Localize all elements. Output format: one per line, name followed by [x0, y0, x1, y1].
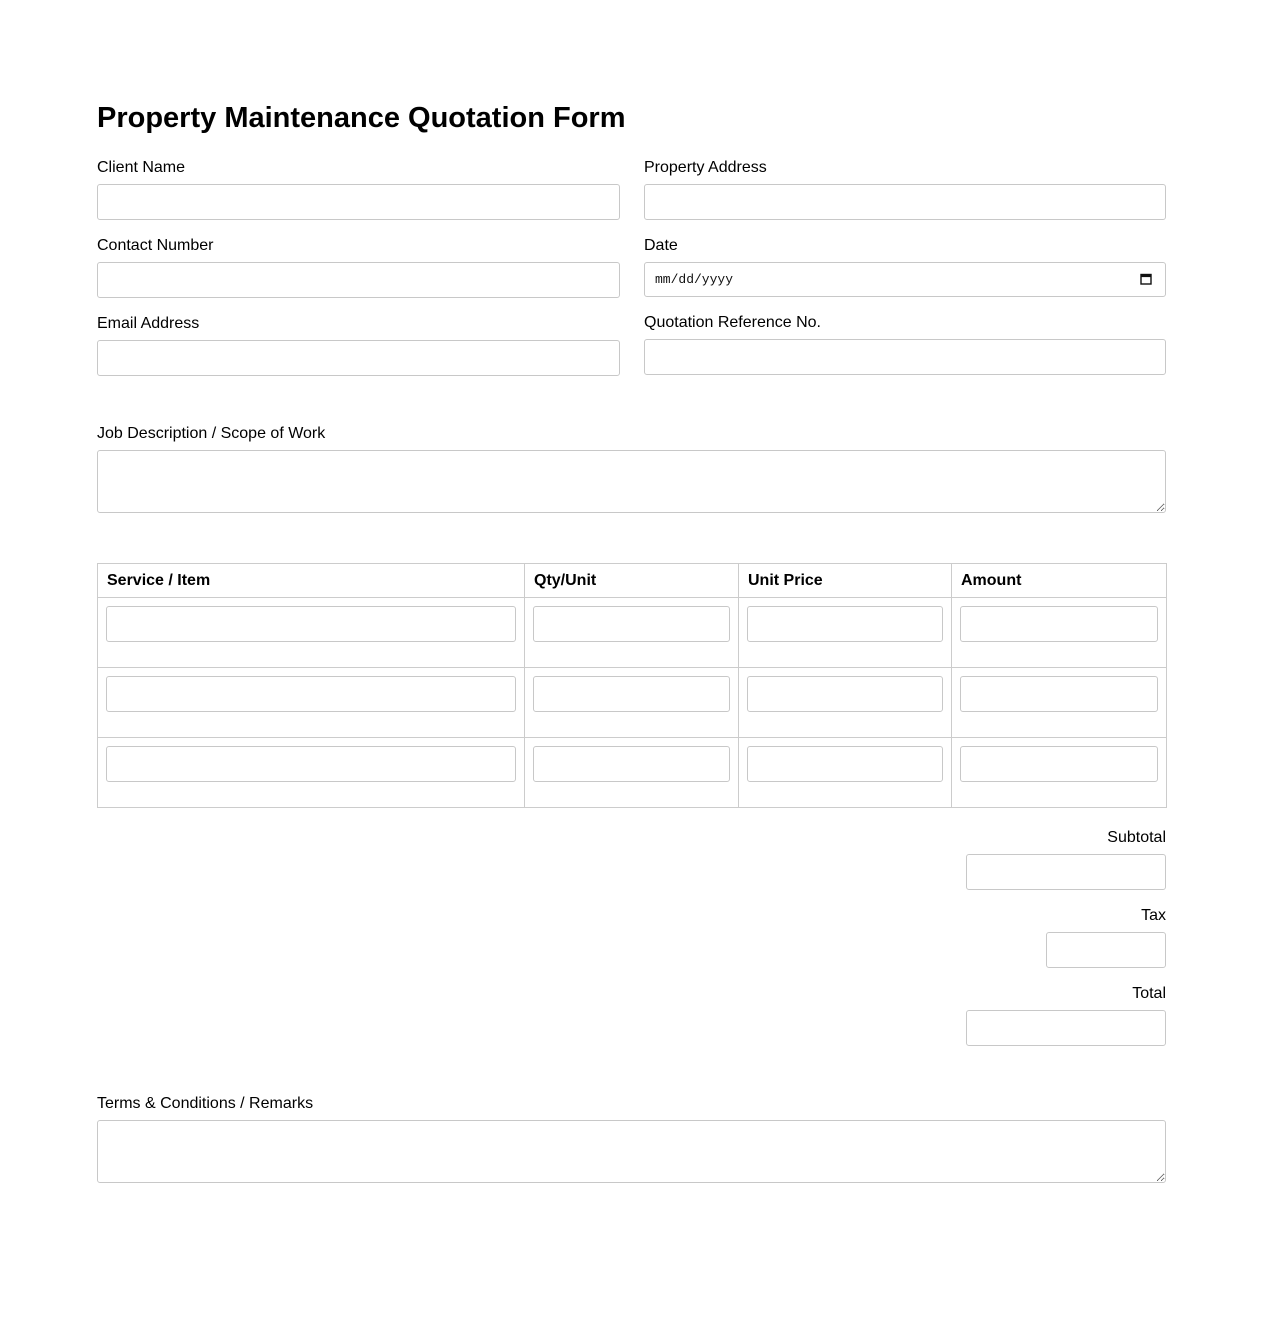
items-table-header-row: [98, 564, 1167, 598]
header-service-item: Service / Item: [98, 564, 525, 598]
quotation-reference-label: Quotation Reference No.: [644, 314, 821, 331]
qty-unit-input[interactable]: [533, 606, 730, 642]
table-row: [98, 598, 1167, 668]
contact-number-input[interactable]: [97, 262, 620, 298]
job-description-label: Job Description / Scope of Work: [97, 425, 326, 442]
header-qty-unit: Qty/Unit: [525, 564, 739, 598]
amount-input[interactable]: [960, 746, 1158, 782]
property-address-label: Property Address: [644, 159, 767, 176]
date-input[interactable]: [644, 262, 1166, 297]
total-label: Total: [1132, 985, 1166, 1002]
date-placeholder: mm/dd/yyyy: [655, 272, 734, 287]
service-item-input[interactable]: [106, 746, 516, 782]
qty-unit-input[interactable]: [533, 676, 730, 712]
terms-label: Terms & Conditions / Remarks: [97, 1095, 314, 1112]
contact-number-label: Contact Number: [97, 237, 214, 254]
email-address-input[interactable]: [97, 340, 620, 376]
amount-input[interactable]: [960, 606, 1158, 642]
amount-input[interactable]: [960, 676, 1158, 712]
table-row: [98, 668, 1167, 738]
date-label: Date: [644, 237, 678, 254]
service-item-input[interactable]: [106, 606, 516, 642]
tax-label: Tax: [1141, 907, 1166, 924]
total-input[interactable]: [966, 1010, 1166, 1046]
terms-textarea[interactable]: [97, 1120, 1166, 1183]
header-unit-price: Unit Price: [739, 564, 952, 598]
subtotal-input[interactable]: [966, 854, 1166, 890]
tax-input[interactable]: [1046, 932, 1166, 968]
quotation-reference-input[interactable]: [644, 339, 1166, 375]
page-title: Property Maintenance Quotation Form: [97, 102, 626, 134]
header-amount: Amount: [952, 564, 1167, 598]
table-row: [98, 738, 1167, 808]
unit-price-input[interactable]: [747, 676, 943, 712]
qty-unit-input[interactable]: [533, 746, 730, 782]
client-name-label: Client Name: [97, 159, 186, 176]
email-address-label: Email Address: [97, 315, 200, 332]
items-table: [97, 563, 1167, 808]
property-address-input[interactable]: [644, 184, 1166, 220]
client-name-input[interactable]: [97, 184, 620, 220]
service-item-input[interactable]: [106, 676, 516, 712]
unit-price-input[interactable]: [747, 606, 943, 642]
subtotal-label: Subtotal: [1107, 829, 1166, 846]
unit-price-input[interactable]: [747, 746, 943, 782]
calendar-icon[interactable]: [1140, 273, 1152, 285]
job-description-textarea[interactable]: [97, 450, 1166, 513]
